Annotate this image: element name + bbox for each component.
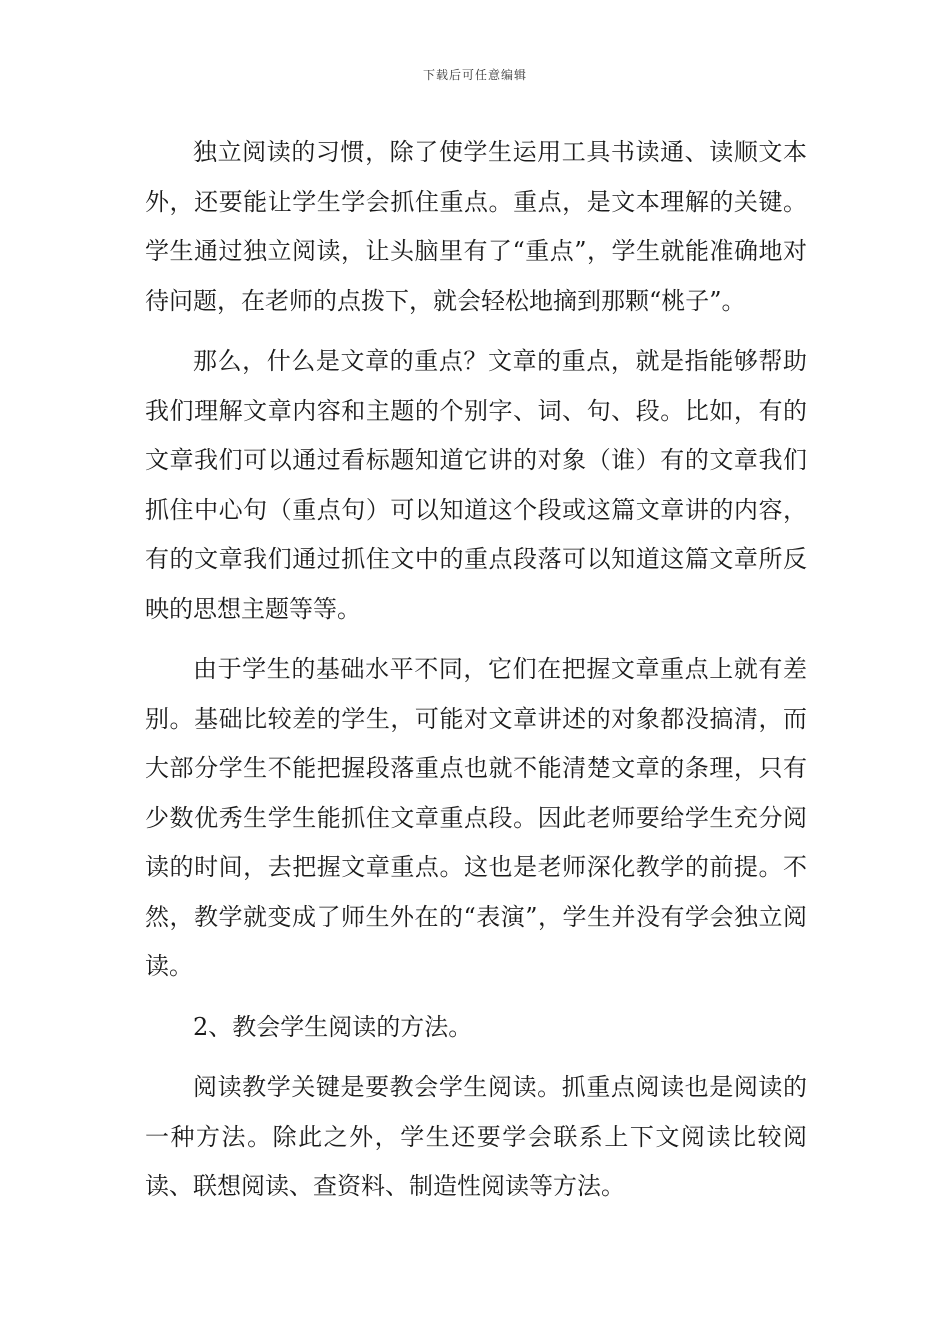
paragraph-student-differences: 由于学生的基础水平不同，它们在把握文章重点上就有差别。基础比较差的学生，可能对文章讲述的对象都没搞清，而大部分学生不能把握段落重点也就不能清楚文章的条理，只有少数优秀生学生能抓住文章重点段。因此老师要给学生充分阅读的时间，去把握文章重点。这也是老师深化教学的前提。不然，教学就变成了师生外在的“表演”，学生并没有学会独立阅读。	[145, 655, 807, 980]
paragraph-teaching-methods: 阅读教学关键是要教会学生阅读。抓重点阅读也是阅读的一种方法。除此之外，学生还要学会联系上下文阅读比较阅读、联想阅读、查资料、制造性阅读等方法。	[145, 1073, 807, 1200]
section-heading-reading-methods: 2、教会学生阅读的方法。	[193, 1012, 473, 1041]
document-body	[145, 128, 807, 1223]
paragraph-independent-reading: 独立阅读的习惯，除了使学生运用工具书读通、读顺文本外，还要能让学生学会抓住重点。重点，是文本理解的关键。学生通过独立阅读，让头脑里有了“重点”，学生就能准确地对待问题，在老师的点拨下，就会轻松地摘到那颗“桃子”。	[145, 138, 807, 315]
page-header: 下载后可任意编辑	[422, 68, 527, 82]
paragraph-what-is-key-point: 那么，什么是文章的重点？文章的重点，就是指能够帮助我们理解文章内容和主题的个别字、词、句、段。比如，有的文章我们可以通过看标题知道它讲的对象（谁）有的文章我们抓住中心句（重点句）可以知道这个段或这篇文章讲的内容，有的文章我们通过抓住文中的重点段落可以知道这篇文章所反映的思想主题等等。	[145, 347, 807, 623]
